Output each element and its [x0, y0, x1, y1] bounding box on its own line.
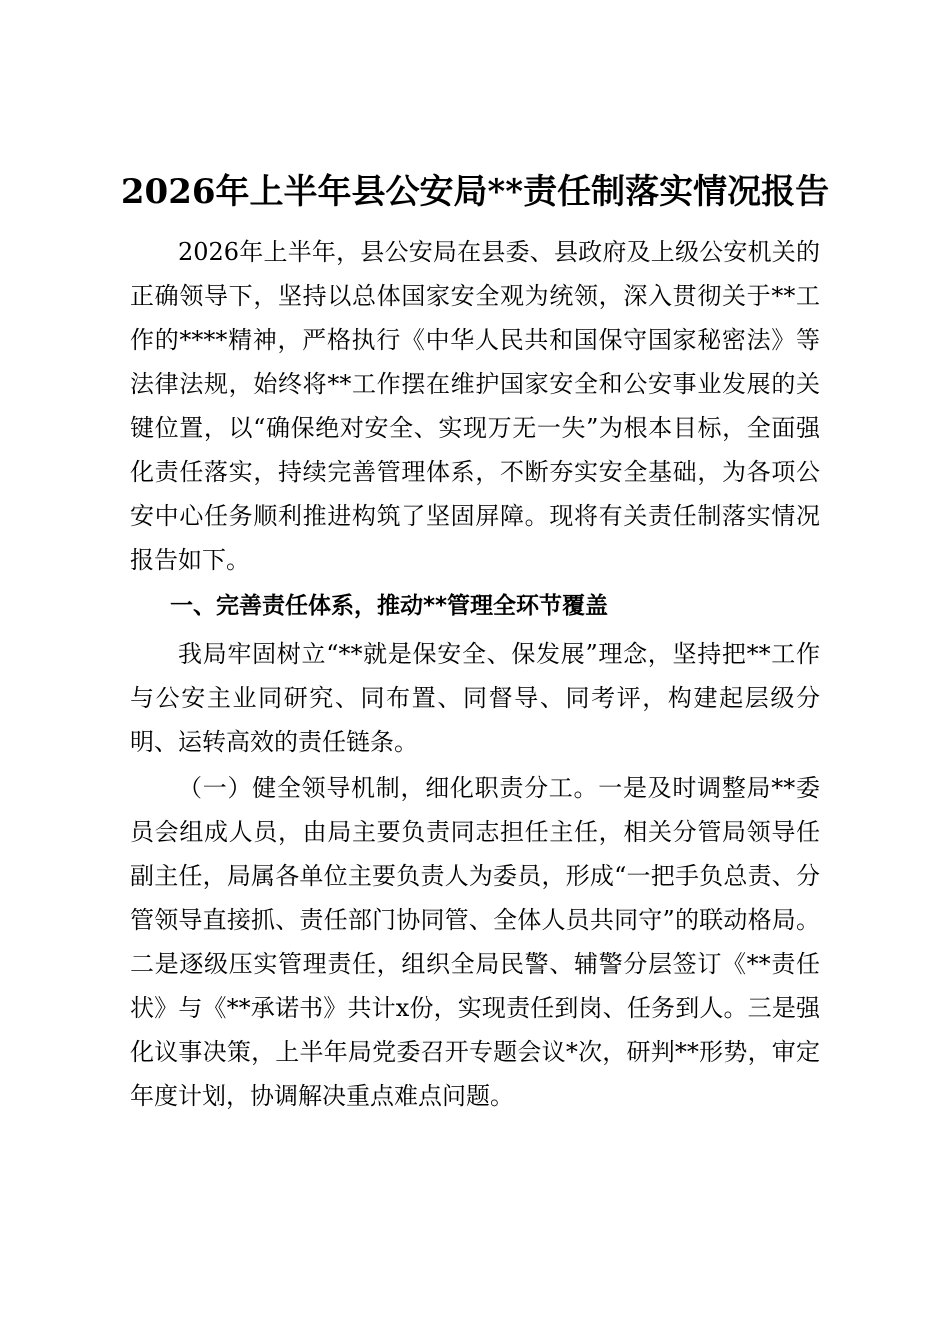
section-1-paragraph: 我局牢固树立“**就是保安全、保发展”理念，坚持把**工作与公安主业同研究、同布置、同督导、同考评，构建起层级分明、运转高效的责任链条。: [130, 640, 820, 756]
section-1-heading: 一、完善责任体系，推动**管理全环节覆盖: [170, 593, 609, 619]
subsection-1-paragraph: （一）健全领导机制，细化职责分工。一是及时调整局**委员会组成人员，由局主要负责同志担任主任，相关分管局领导任副主任，局属各单位主要负责人为委员，形成“一把手负总责、分管领导直接抓、责任部门协同管、全体人员共同守”的联动格局。二是逐级压实管理责任，组织全局民警、辅警分层签订《**责任状》与《**承诺书》共计x份，实现责任到岗、任务到人。三是强化议事决策，上半年局党委召开专题会议*次，研判**形势，审定年度计划，协调解决重点难点问题。: [130, 774, 820, 1110]
intro-paragraph: 2026年上半年，县公安局在县委、县政府及上级公安机关的正确领导下，坚持以总体国家安全观为统领，深入贯彻关于**工作的****精神，严格执行《中华人民共和国保守国家秘密法》等法律法规，始终将**工作摆在维护国家安全和公安事业发展的关键位置，以“确保绝对安全、实现万无一失”为根本目标，全面强化责任落实，持续完善管理体系，不断夯实安全基础，为各项公安中心任务顺利推进构筑了坚固屏障。现将有关责任制落实情况报告如下。: [130, 238, 820, 574]
document-body: [120, 168, 830, 1120]
document-title: 2026年上半年县公安局**责任制落实情况报告: [120, 172, 830, 212]
